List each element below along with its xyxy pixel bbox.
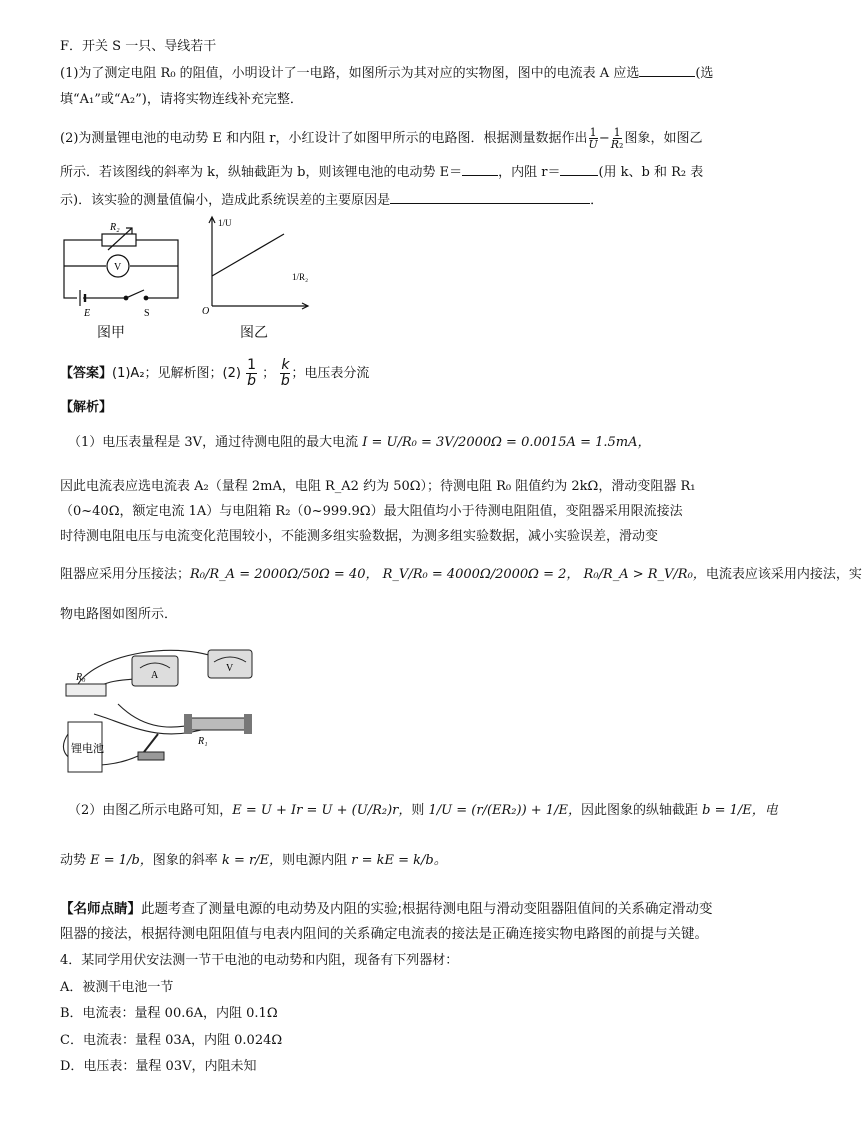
photo-label-v: V: [226, 663, 234, 674]
circuit-diagram-a: [58, 218, 188, 318]
label-s: S: [144, 308, 150, 319]
q4-stem: 4．某同学用伏安法测一节干电池的电动势和内阻，现备有下列器材：: [60, 953, 459, 968]
answer-blank-emf: [462, 163, 498, 176]
item-f: F．开关 S 一只、导线若干: [60, 39, 217, 54]
graph-inv-u: $\frac{1}{U}$: [588, 126, 598, 151]
analysis-line5: 阻器应采用分压接法；R₀/R_A = 2000Ω/50Ω = 40， R_V/R₀ = 4000Ω/2000Ω = 2， R₀/R_A > R_V/R₀，电流表应该采用内接法，实: [60, 567, 862, 582]
label-r2: R₂: [110, 222, 120, 233]
answer-line: 【答案】(1)A₂；见解析图；(2) $\frac{1}{b}$ ； $\frac{k}{b}$ ；电压表分流: [60, 357, 370, 389]
eq-ratio-2: R_V/R₀ = 4000Ω/2000Ω = 2，: [382, 567, 580, 582]
answer-blank-resistance: [560, 163, 598, 176]
eq-inverse-u: 1/U = (r/(ER₂)) + 1/E，: [428, 803, 581, 818]
part1-line1: (1)为了测定电阻 R₀ 的阻值，小明设计了一电路，如图所示为其对应的实物图，图中的电流表 A 应选 (选: [60, 66, 714, 81]
photo-label-r0: R₀: [76, 672, 86, 683]
caption-fig-b: 图乙: [240, 325, 268, 341]
graph-x-label: 1/R₂: [292, 272, 309, 282]
photo-label-a: A: [151, 670, 159, 681]
part2-line3: 示)．该实验的测量值偏小，造成此系统误差的主要原因是 ．: [60, 193, 604, 208]
eq-e-result: E = 1/b，: [90, 853, 153, 868]
eq-ratio-compare: R₀/R_A > R_V/R₀，: [583, 567, 706, 582]
analysis-line1: （1）电压表量程是 3V，通过待测电阻的最大电流 I = U/R₀ = 3V/2000Ω = 0.0015A = 1.5mA，: [68, 435, 651, 450]
q4-option-a: A．被测干电池一节: [60, 980, 174, 995]
voltmeter-label: V: [114, 262, 122, 273]
answer-emf-fraction: $\frac{1}{b}$: [247, 357, 257, 389]
answer-blank-reason: [390, 191, 590, 204]
analysis-line2: 因此电流表应选电流表 A₂（量程 2mA，电阻 R_A2 约为 50Ω）；待测电阻 R₀ 阻值约为 2kΩ，滑动变阻器 R₁: [60, 479, 696, 494]
photo-label-battery: 锂电池: [71, 743, 104, 755]
graph-b: [196, 214, 316, 318]
part1-line2: 填“A₁”或“A₂”)，请将实物连线补充完整．: [60, 92, 303, 107]
analysis-label: 【解析】: [60, 400, 113, 415]
tips-line1: 【名师点睛】此题考查了测量电源的电动势及内阻的实验;根据待测电阻与滑动变阻器阻值间的关系确定滑动变: [60, 901, 713, 917]
analysis-part2-line1: （2）由图乙所示电路可知，E = U + Ir = U + (U/R₂)r，则 1/U = (r/(ER₂)) + 1/E，因此图象的纵轴截距 b = 1/E，电: [68, 803, 778, 818]
tips-line2: 阻器的接法，根据待测电阻阻值与电表内阻间的关系确定电流表的接法是正确连接实物电路图的前提与关键。: [60, 926, 708, 942]
answer-r-fraction: $\frac{k}{b}$: [280, 357, 290, 389]
physical-circuit-image: [58, 644, 268, 782]
eq-ratio-1: R₀/R_A = 2000Ω/50Ω = 40，: [190, 567, 379, 582]
graph-y-label: 1/U: [218, 218, 232, 228]
analysis-line4: 时待测电阻电压与电流变化范围较小，不能测多组实验数据，为测多组实验数据，减小实验误差，滑动变: [60, 529, 659, 544]
q4-option-d: D．电压表：量程 03V，内阻未知: [60, 1059, 257, 1074]
graph-inv-r: $\frac{1}{\text{R₂}}$: [610, 126, 624, 151]
answer-blank-ammeter: [639, 64, 695, 77]
eq-intercept: b = 1/E，电: [702, 803, 778, 818]
q4-option-c: C．电流表：量程 03A，内阻 0.024Ω: [60, 1033, 283, 1048]
analysis-line3: （0~40Ω，额定电流 1A）与电阻箱 R₂（0~999.9Ω）最大阻值均小于待测电阻阻值，变阻器采用限流接法: [60, 504, 683, 519]
caption-fig-a: 图甲: [97, 325, 125, 341]
part2-line2: 所示．若该图线的斜率为 k，纵轴截距为 b，则该锂电池的电动势 E＝ ，内阻 r＝ (用 k、b 和 R₂ 表: [60, 165, 704, 180]
eq-r-result: r = kE = k/b。: [351, 853, 447, 868]
eq-max-current: I = U/R₀ = 3V/2000Ω = 0.0015A = 1.5mA，: [362, 435, 651, 450]
analysis-part2-line2: 动势 E = 1/b，图象的斜率 k = r/E，则电源内阻 r = kE = k/b。: [60, 853, 447, 868]
graph-origin-label: O: [202, 306, 210, 317]
part2-line1: (2)为测量锂电池的电动势 E 和内阻 r，小红设计了如图甲所示的电路图．根据测量数据作出 $\frac{1}{U}$ − $\frac{1}{\text{R₂}}$ 图象，如图乙: [60, 126, 703, 151]
eq-emf: E = U + Ir = U + (U/R₂)r，: [232, 803, 412, 818]
eq-slope: k = r/E，: [221, 853, 283, 868]
analysis-line6: 物电路图如图所示．: [60, 607, 178, 622]
label-e: E: [84, 308, 91, 319]
photo-label-r1: R₁: [198, 736, 208, 747]
q4-option-b: B．电流表：量程 00.6A，内阻 0.1Ω: [60, 1006, 278, 1021]
